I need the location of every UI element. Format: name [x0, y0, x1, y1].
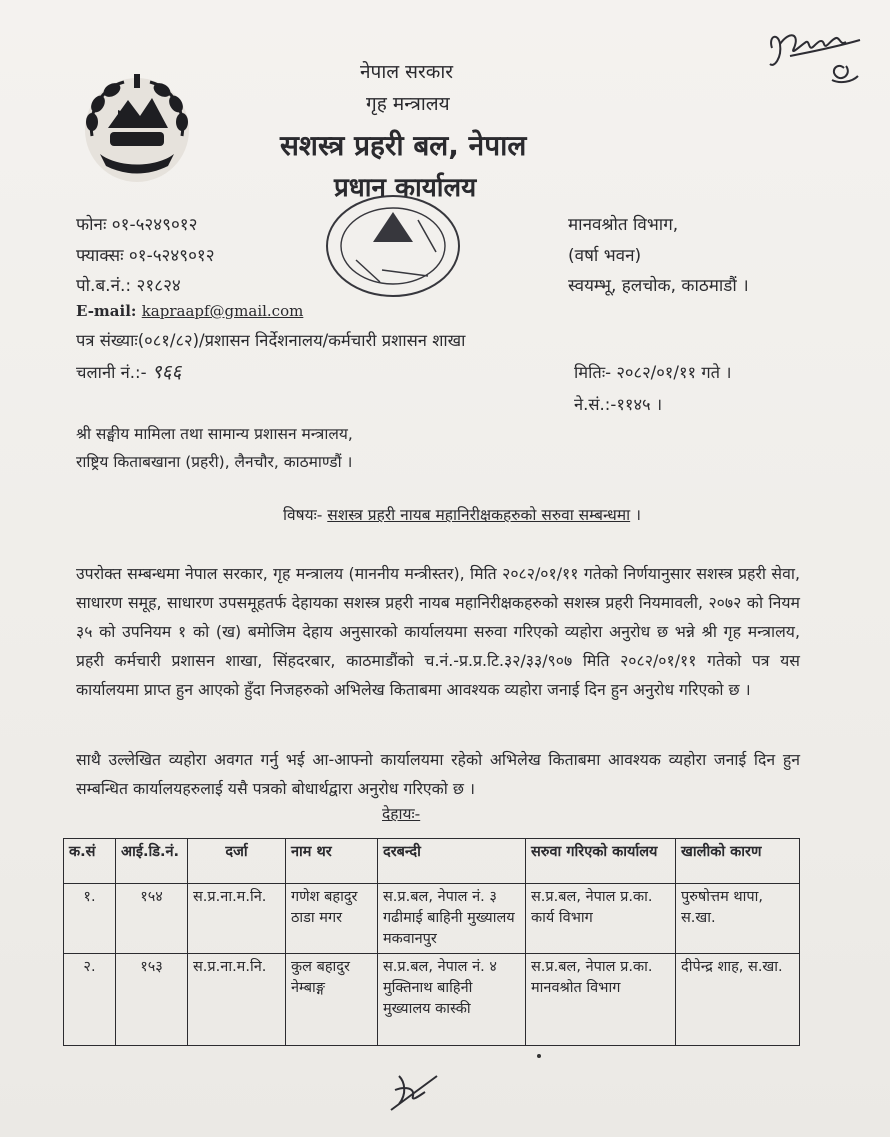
recipient-line-1: श्री सङ्घीय मामिला तथा सामान्य प्रशासन मन्त्रालय, — [76, 425, 353, 443]
building-name: (वर्षा भवन) — [568, 246, 642, 266]
table-cell: १५४ — [116, 884, 188, 954]
transfer-table — [63, 838, 800, 1046]
column-header: क.सं — [64, 839, 116, 884]
column-header: सरुवा गरिएको कार्यालय — [526, 839, 676, 884]
subject-label: विषयः- — [283, 506, 323, 524]
table-cell: २. — [64, 954, 116, 1046]
header-office: प्रधान कार्यालय — [334, 173, 477, 203]
table-cell: स.प्र.ना.म.नि. — [188, 884, 286, 954]
handwritten-signature-icon — [760, 18, 870, 98]
dispatch-label: चलानी नं.:- — [76, 363, 147, 382]
dispatch-number — [76, 358, 181, 384]
ink-dot — [537, 1054, 541, 1058]
letter-date: मितिः- २०८२/०१/११ गते । — [574, 363, 732, 382]
nepal-emblem-icon — [78, 70, 196, 186]
office-stamp-icon — [318, 190, 468, 300]
table-cell: कुल बहादुर नेम्बाङ्ग — [286, 954, 378, 1046]
table-cell: गणेश बहादुर ठाडा मगर — [286, 884, 378, 954]
body-paragraph-2: साथै उल्लेखित व्यहोरा अवगत गर्नु भई आ-आफ्नो कार्यालयमा रहेको अभिलेख किताबमा आवश्यक व्यहोरा जनाई दिन हुन सम्बन्धित कार्यालयहरुलाई यसै पत्रको बोधार्थद्वारा अनुरोध गरिएको छ । — [76, 750, 800, 798]
email-label: E-mail: — [76, 302, 137, 320]
email-line — [76, 302, 303, 320]
column-header: दर्जा — [188, 839, 286, 884]
table-cell: दीपेन्द्र शाह, स.खा. — [676, 954, 800, 1046]
header-government: नेपाल सरकार — [360, 61, 454, 83]
letter-reference-number: पत्र संख्याः(०८१/८२)/प्रशासन निर्देशनालय/कर्मचारी प्रशासन शाखा — [76, 331, 466, 350]
table-cell: १५३ — [116, 954, 188, 1046]
initial-signature-icon — [385, 1066, 445, 1116]
header-ministry: गृह मन्त्रालय — [366, 93, 450, 115]
letter-subject — [283, 503, 641, 525]
office-location: स्वयम्भू, हलचोक, काठमाडौं । — [568, 276, 749, 296]
table-header-row — [64, 839, 800, 884]
table-cell: स.प्र.बल, नेपाल प्र.का. मानवश्रोत विभाग — [526, 954, 676, 1046]
column-header: दरबन्दी — [378, 839, 526, 884]
table-row — [64, 884, 800, 954]
table-title: देहायः- — [382, 805, 421, 823]
subject-end: । — [635, 506, 641, 524]
table-cell: स.प्र.बल, नेपाल नं. ३ गढीमाई बाहिनी मुख्यालय मकवानपुर — [378, 884, 526, 954]
body-paragraph-1: उपरोक्त सम्बन्धमा नेपाल सरकार, गृह मन्त्रालय (माननीय मन्त्रीस्तर), मिति २०८२/०१/११ गतेको निर्णयानुसार सशस्त्र प्रहरी सेवा, साधारण समूह, साधारण उपसमूहतर्फ देहायका सशस्त्र प्रहरी नायब महानिरीक्षकहरुको सशस्त्र प्रहरी नियमावली, २०७२ को नियम ३५ को उपनियम १ को (ख) बमोजिम देहाय अनुसारको कार्यालयमा सरुवा गरिएको व्यहोरा अनुरोध छ भन्ने श्री गृह मन्त्रालय, प्रहरी कर्मचारी प्रशासन शाखा, सिंहदरबार, काठमाडौंको च.नं.-प्र.प्र.टि.३२/३३/९०७ मिति २०८२/०१/११ गतेको पत्र यस कार्यालयमा प्राप्त हुन आएको हुँदा निजहरुको अभिलेख किताबमा आवश्यक व्यहोरा जनाई दिन हुन अनुरोध गरिएको छ । — [76, 564, 800, 699]
subject-text: सशस्त्र प्रहरी नायब महानिरीक्षकहरुको सरुवा सम्बन्धमा — [327, 506, 631, 524]
po-box: पो.ब.नं.: २१८२४ — [76, 276, 181, 296]
table-row — [64, 954, 800, 1046]
nepal-sambat-date: ने.सं.:-११४५ । — [574, 395, 663, 414]
email-link[interactable]: kapraapf@gmail.com — [141, 302, 304, 320]
table-cell: १. — [64, 884, 116, 954]
department-name: मानवश्रोत विभाग, — [568, 215, 679, 235]
table-cell: स.प्र.बल, नेपाल नं. ४ मुक्तिनाथ बाहिनी मुख्यालय कास्की — [378, 954, 526, 1046]
table-cell: पुरुषोत्तम थापा, स.खा. — [676, 884, 800, 954]
recipient-line-2: राष्ट्रिय किताबखाना (प्रहरी), लैनचौर, काठमाण्डौं । — [76, 453, 353, 471]
fax-number: फ्याक्सः ०१-५२४९०१२ — [76, 246, 215, 266]
column-header: नाम थर — [286, 839, 378, 884]
dispatch-value: ९६६ — [151, 361, 182, 383]
phone-number: फोनः ०१-५२४९०१२ — [76, 215, 198, 235]
column-header: आई.डि.नं. — [116, 839, 188, 884]
table-cell: स.प्र.ना.म.नि. — [188, 954, 286, 1046]
header-organization: सशस्त्र प्रहरी बल, नेपाल — [280, 129, 527, 162]
table-cell: स.प्र.बल, नेपाल प्र.का. कार्य विभाग — [526, 884, 676, 954]
column-header: खालीको कारण — [676, 839, 800, 884]
